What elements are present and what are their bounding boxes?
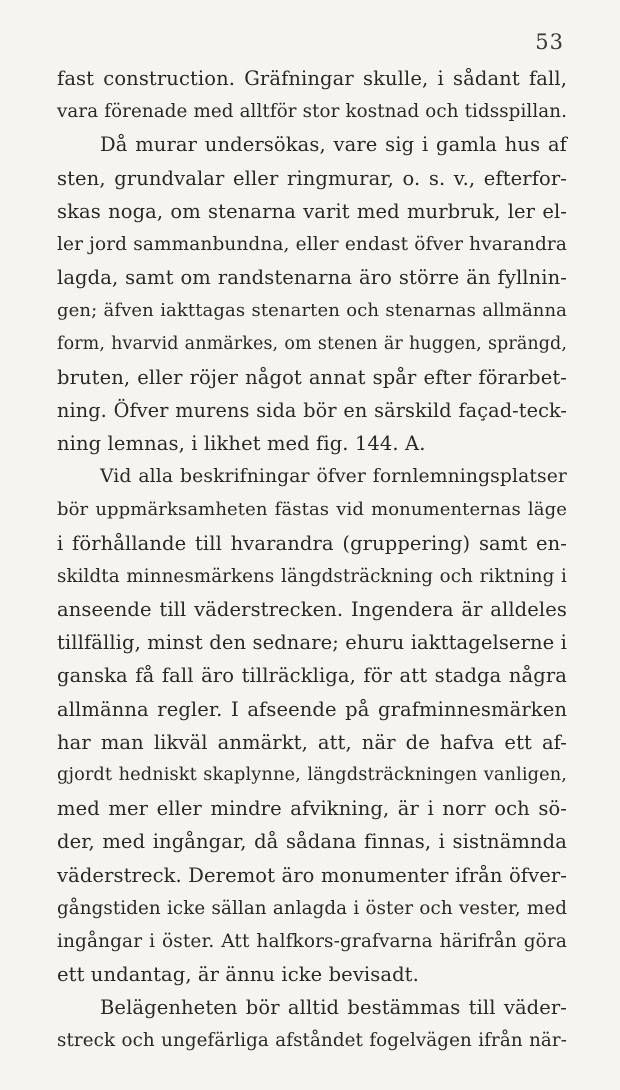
text-line: vara förenade med alltför stor kostnad och tidsspillan. bbox=[57, 101, 567, 123]
body-text bbox=[57, 62, 567, 1058]
text-line: sten, grundvalar eller ringmurar, o. s. v., efterfor- bbox=[57, 166, 567, 190]
text-line: har man likväl anmärkt, att, när de hafva ett af- bbox=[57, 730, 567, 754]
text-line: skas noga, om stenarna varit med murbruk, ler el- bbox=[57, 199, 567, 223]
text-line: ning lemnas, i likhet med fig. 144. A. bbox=[57, 432, 426, 456]
text-line: i förhållande till hvarandra (gruppering) samt en- bbox=[57, 531, 567, 555]
page-number: 53 bbox=[535, 30, 564, 54]
text-line: med mer eller mindre afvikning, är i norr och sö- bbox=[57, 797, 567, 821]
text-line: lagda, samt om randstenarna äro större än fyllnin- bbox=[57, 266, 567, 290]
text-line: ler jord sammanbundna, eller endast öfver hvarandra bbox=[57, 233, 567, 255]
text-line: tillfällig, minst den sednare; ehuru iakttagelserne i bbox=[57, 631, 567, 655]
text-line: form, hvarvid anmärkes, om stenen är huggen, sprängd, bbox=[57, 333, 567, 354]
text-line: väderstreck. Deremot äro monumenter ifrån öfver- bbox=[57, 863, 567, 887]
text-line: bör uppmärksamheten fästas vid monumenternas läge bbox=[57, 499, 567, 521]
text-line: fast construction. Gräfningar skulle, i sådant fall, bbox=[57, 67, 567, 90]
text-line: allmänna regler. I afseende på grafminnesmärken bbox=[57, 697, 567, 721]
text-line: gjordt hedniskt skaplynne, längdsträckningen vanligen, bbox=[57, 764, 567, 785]
text-line: ning. Öfver murens sida bör en särskild façad-teck- bbox=[57, 398, 567, 422]
text-line: der, med ingångar, då sådana finnas, i sistnämnda bbox=[57, 830, 567, 854]
text-line: skildta minnesmärkens längdsträckning och riktning i bbox=[57, 565, 567, 587]
text-line: anseende till väderstrecken. Ingendera är alldeles bbox=[57, 598, 567, 621]
text-line: gen; äfven iakttagas stenarten och stenarnas allmänna bbox=[57, 300, 567, 322]
text-line: ingångar i öster. Att halfkors-grafvarna härifrån göra bbox=[57, 930, 567, 952]
text-line: bruten, eller röjer något annat spår efter förarbet- bbox=[57, 365, 567, 389]
text-line: Belägenheten bör alltid bestämmas till väder- bbox=[100, 996, 567, 1020]
text-line: streck och ungefärliga afståndet fogelvägen ifrån när- bbox=[57, 1030, 567, 1052]
text-line: Vid alla beskrifningar öfver fornlemningsplatser bbox=[100, 466, 567, 488]
text-line: gångstiden icke sällan anlagda i öster och vester, med bbox=[57, 897, 567, 919]
text-line: ett undantag, är ännu icke bevisadt. bbox=[57, 963, 419, 987]
text-line: ganska få fall äro tillräckliga, för att stadga några bbox=[57, 664, 567, 688]
text-line: Då murar undersökas, vare sig i gamla hus af bbox=[100, 133, 567, 157]
